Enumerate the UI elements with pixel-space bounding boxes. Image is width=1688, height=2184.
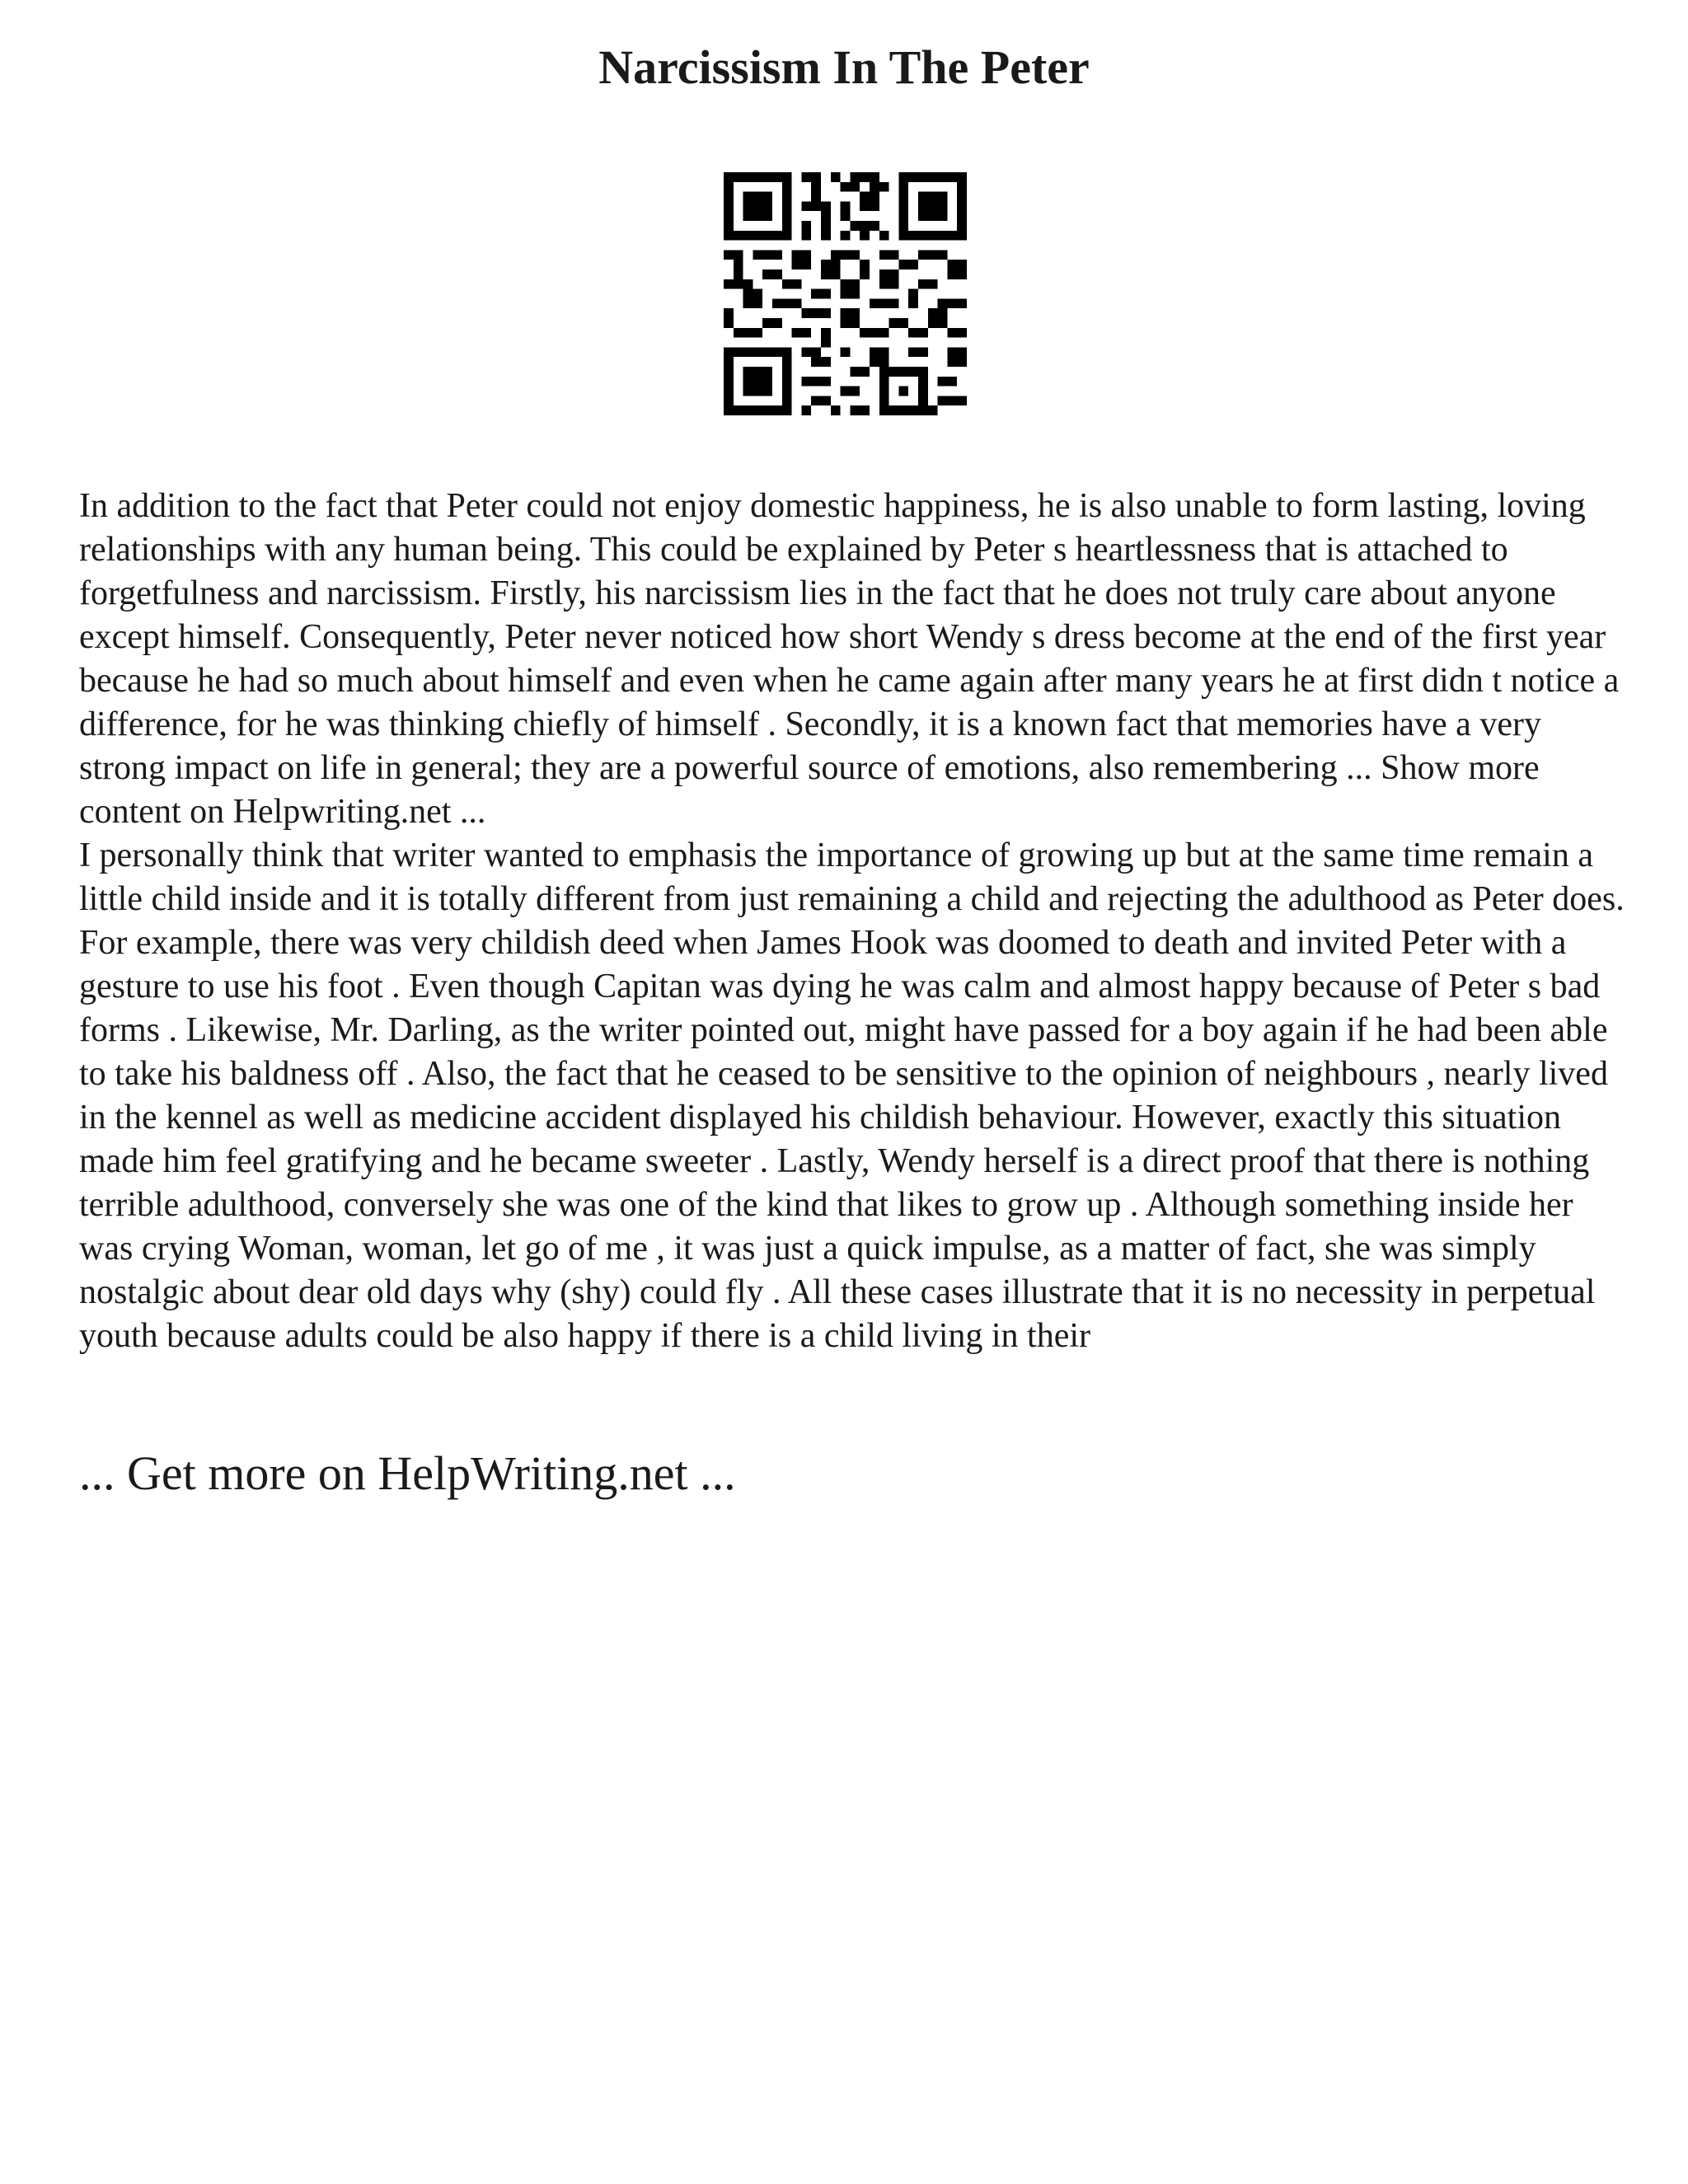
body-text bbox=[79, 485, 1629, 1358]
paragraph: I personally think that writer wanted to emphasis the importance of growing up but at the same time remain a little child inside and it is totally different from just remaining a child and rejecting the adulthood as Peter does. For example, there was very childish deed when James Hook was doomed to death and invited Peter with a gesture to use his foot . Even though Capitan was dying he was calm and almost happy because of Peter s bad forms . Likewise, Mr. Darling, as the writer pointed out, might have passed for a boy again if he had been able to take his baldness off . Also, the fact that he ceased to be sensitive to the opinion of neighbours , nearly lived in the kennel as well as medicine accident displayed his childish behaviour. However, exactly this situation made him feel gratifying and he became sweeter . Lastly, Wendy herself is a direct proof that there is nothing terrible adulthood, conversely she was one of the kind that likes to grow up . Although something inside her was crying Woman, woman, let go of me , it was just a quick impulse, as a matter of fact, she was simply nostalgic about dear old days why (shy) could fly . All these cases illustrate that it is no necessity in perpetual youth because adults could be also happy if there is a child living in their bbox=[79, 837, 1625, 1355]
qr-code-image bbox=[724, 172, 967, 415]
get-more-link[interactable]: ... Get more on HelpWriting.net ... bbox=[79, 1446, 736, 1500]
document-title: Narcissism In The Peter bbox=[598, 40, 1090, 94]
paragraph: In addition to the fact that Peter could not enjoy domestic happiness, he is also unable to form lasting, loving relationships with any human being. This could be explained by Peter s heartlessness that is attached to forgetfulness and narcissism. Firstly, his narcissism lies in the fact that he does not truly care about anyone except himself. Consequently, Peter never noticed how short Wendy s dress become at the end of the first year because he had so much about himself and even when he came again after many years he at first didn t notice a difference, for he was thinking chiefly of himself . Secondly, it is a known fact that memories have a very strong impact on life in general; they are a powerful source of emotions, also remembering ... Show more content on Helpwriting.net ... bbox=[79, 487, 1620, 831]
